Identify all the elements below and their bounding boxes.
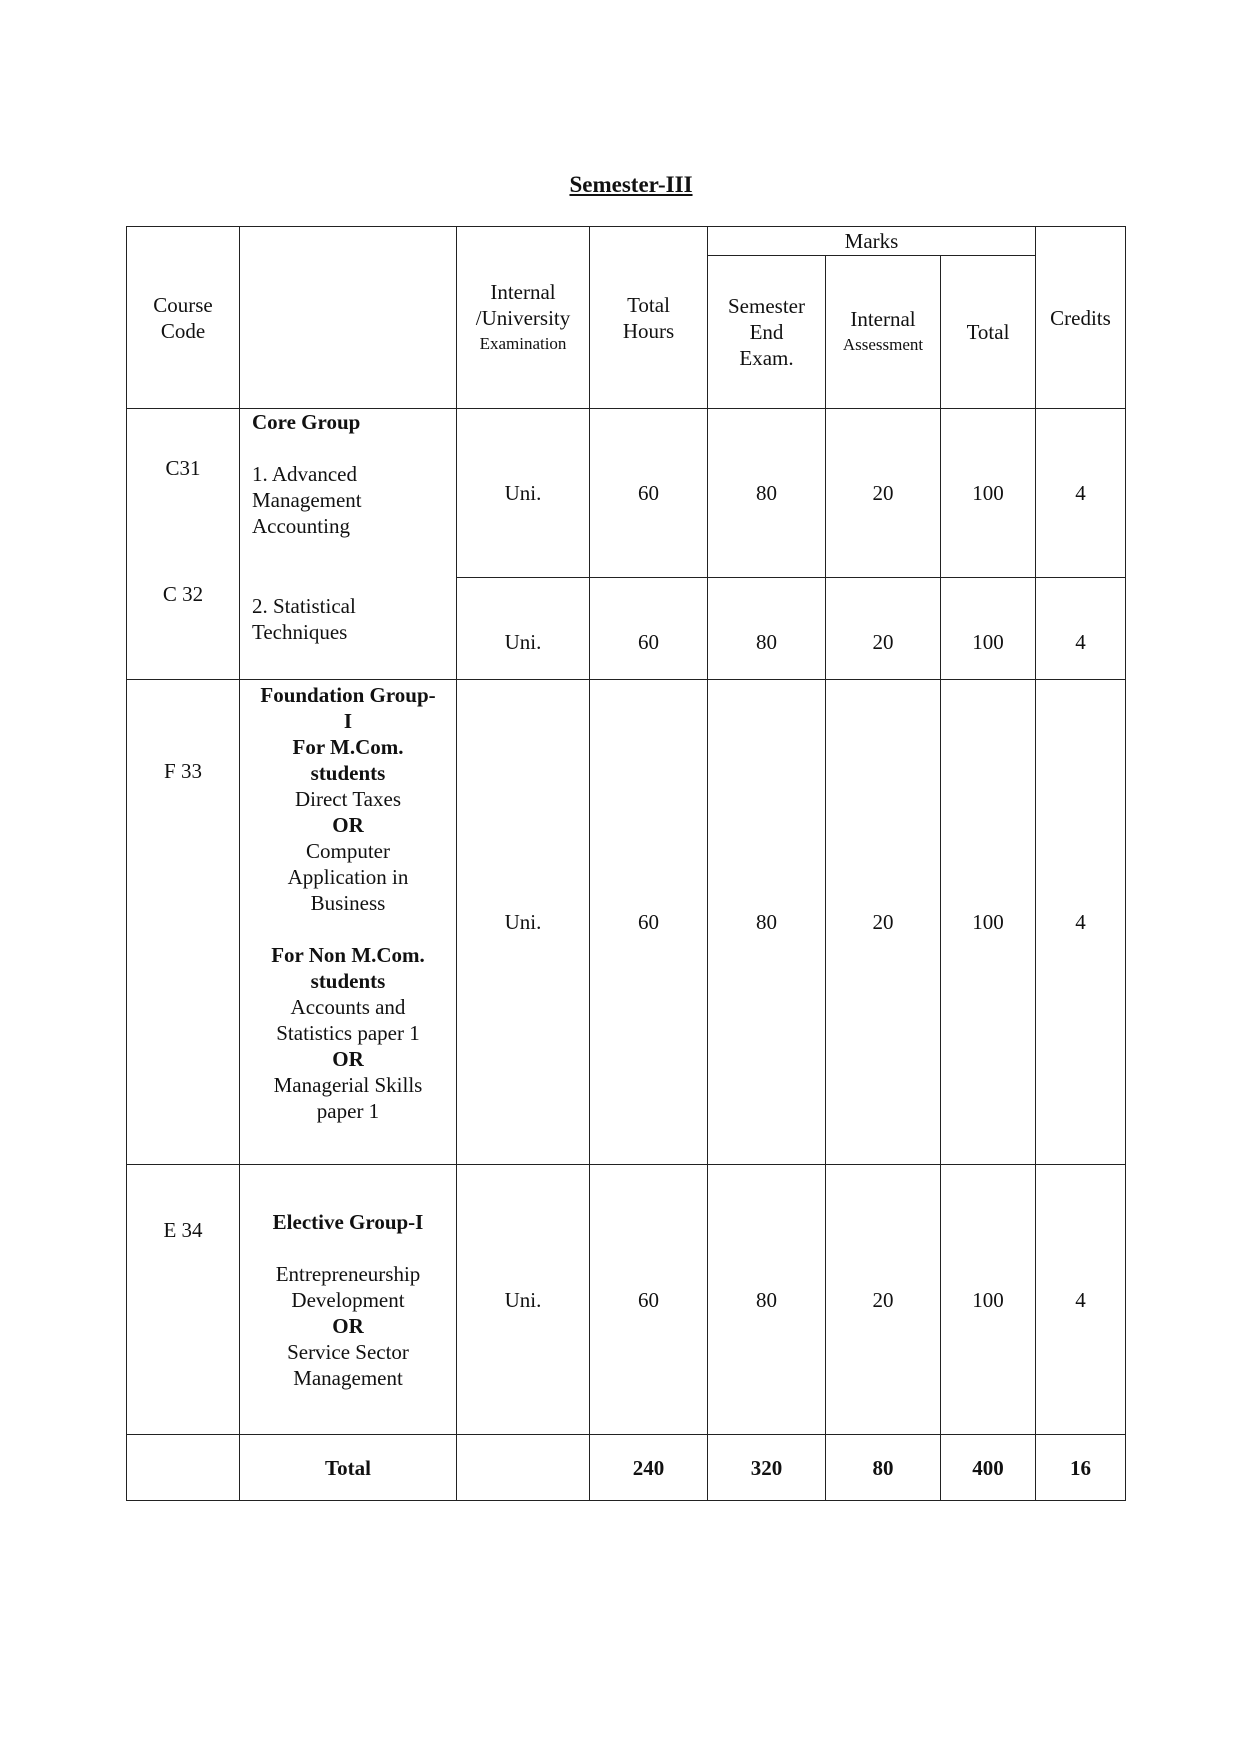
total-cell: 100 xyxy=(941,409,1036,578)
total-cell: 100 xyxy=(941,1165,1036,1435)
credits-cell: 4 xyxy=(1036,409,1126,578)
subject-line: OR xyxy=(332,1313,364,1338)
header-course-code: Course Code xyxy=(127,227,240,409)
hours-cell: 60 xyxy=(590,1165,708,1435)
subject-line: Statistics paper 1 xyxy=(276,1021,420,1045)
course-code-f33: F 33 xyxy=(164,759,202,783)
internal-cell: 20 xyxy=(826,409,941,578)
sem-end-cell: 80 xyxy=(708,577,826,679)
subject-line: For M.Com. xyxy=(292,735,404,759)
subject-line: Foundation Group- xyxy=(260,683,436,707)
subject-line: Accounts and xyxy=(290,995,406,1019)
header-total: Total xyxy=(941,256,1036,409)
foundation-subject-lines xyxy=(240,680,456,1124)
hours-cell: 60 xyxy=(590,409,708,578)
subject-line: Management xyxy=(293,1365,403,1390)
core-subject-cell: Core Group 1. Advanced Management Accounting 2. Statistical Techniques xyxy=(240,409,457,680)
totals-code-cell xyxy=(127,1435,240,1501)
elective-group-heading: Elective Group-I xyxy=(272,1209,424,1234)
header-subject xyxy=(240,227,457,409)
subject-line: Service Sector xyxy=(287,1339,409,1364)
subject-line: Entrepreneurship xyxy=(275,1261,421,1286)
sem-end-cell: 80 xyxy=(708,409,826,578)
totals-total: 400 xyxy=(941,1435,1036,1501)
subject-line: students xyxy=(310,761,386,785)
subject-line: OR xyxy=(332,813,364,837)
totals-credits: 16 xyxy=(1036,1435,1126,1501)
subject-line: Development xyxy=(291,1287,405,1312)
total-cell: 100 xyxy=(941,680,1036,1165)
totals-label: Total xyxy=(240,1435,457,1501)
foundation-code-cell xyxy=(127,680,240,1165)
hours-cell: 60 xyxy=(590,577,708,679)
course-code-e34: E 34 xyxy=(163,1218,203,1242)
subject-line: Computer xyxy=(306,839,390,863)
elective-code-cell xyxy=(127,1165,240,1435)
internal-cell: 20 xyxy=(826,1165,941,1435)
header-exam: Internal /University Examination xyxy=(457,227,590,409)
subject-line: paper 1 xyxy=(316,1099,380,1123)
hours-cell: 60 xyxy=(590,680,708,1165)
exam-cell: Uni. xyxy=(457,409,590,578)
subject-line: OR xyxy=(332,1047,364,1071)
exam-cell: Uni. xyxy=(457,680,590,1165)
header-total-hours: Total Hours xyxy=(590,227,708,409)
sem-end-cell: 80 xyxy=(708,680,826,1165)
core-code-cell xyxy=(127,409,240,680)
header-marks: Marks xyxy=(708,227,1036,256)
totals-hours: 240 xyxy=(590,1435,708,1501)
core-group-heading: Core Group xyxy=(252,410,361,434)
internal-cell: 20 xyxy=(826,680,941,1165)
course-code-c31: C31 xyxy=(165,456,201,480)
subject-line: Managerial Skills xyxy=(273,1073,423,1097)
subject-line: Application in xyxy=(287,865,409,889)
subject-line: Business xyxy=(310,891,386,915)
subject-line: For Non M.Com. xyxy=(271,943,425,967)
exam-cell: Uni. xyxy=(457,577,590,679)
sem-end-cell: 80 xyxy=(708,1165,826,1435)
subject-line: I xyxy=(343,709,353,733)
course-code-c32: C 32 xyxy=(162,582,204,606)
totals-internal: 80 xyxy=(826,1435,941,1501)
elective-subject-lines xyxy=(240,1261,456,1391)
header-credits: Credits xyxy=(1036,227,1126,409)
header-semester-end: Semester End Exam. xyxy=(708,256,826,409)
subject-line: students xyxy=(310,969,386,993)
totals-sem-end: 320 xyxy=(708,1435,826,1501)
credits-cell: 4 xyxy=(1036,577,1126,679)
internal-cell: 20 xyxy=(826,577,941,679)
header-internal-assessment: Internal Assessment xyxy=(826,256,941,409)
foundation-subject-cell xyxy=(240,680,457,1165)
exam-cell: Uni. xyxy=(457,1165,590,1435)
elective-subject-cell xyxy=(240,1165,457,1435)
credits-cell: 4 xyxy=(1036,1165,1126,1435)
credits-cell: 4 xyxy=(1036,680,1126,1165)
semester-table xyxy=(126,226,1126,1501)
subject-line xyxy=(240,916,456,942)
totals-exam xyxy=(457,1435,590,1501)
total-cell: 100 xyxy=(941,577,1036,679)
page-title: Semester-III xyxy=(569,172,693,197)
subject-line: Direct Taxes xyxy=(294,787,401,811)
